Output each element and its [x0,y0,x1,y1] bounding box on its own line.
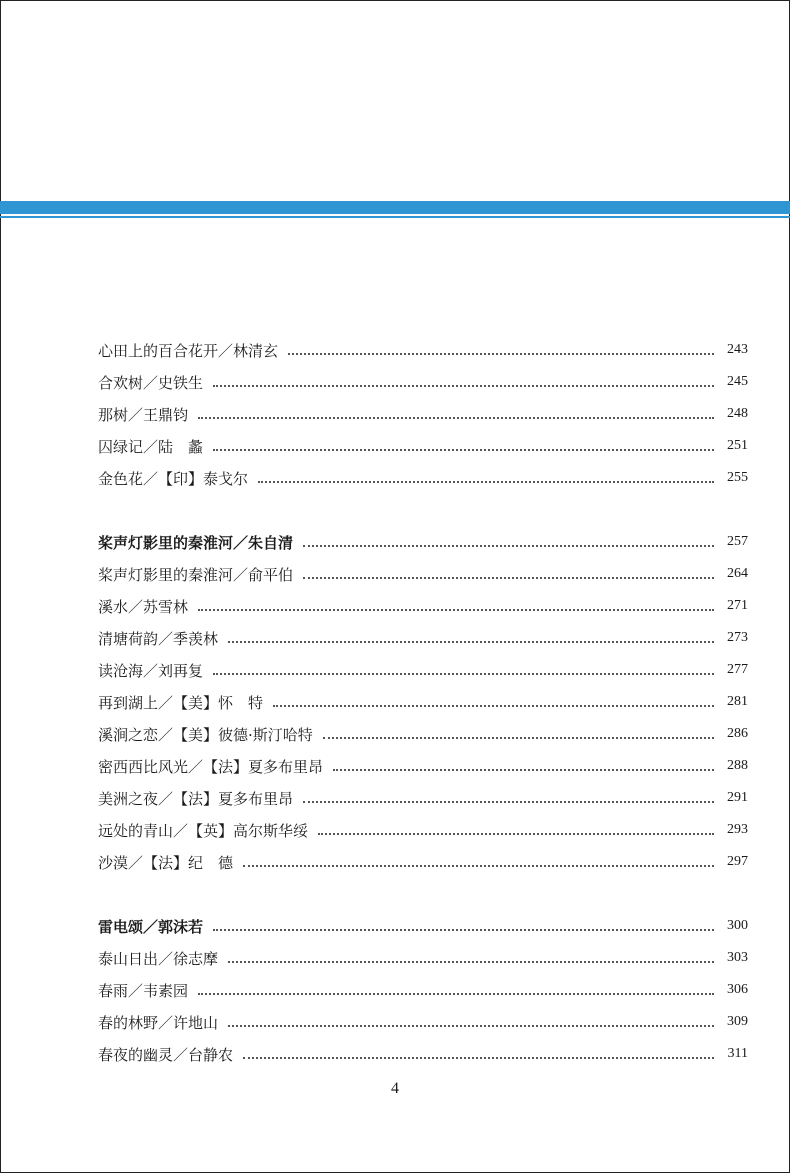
toc-entry[interactable] [98,688,748,716]
toc-entry-title: 那树／王鼎钧 [98,405,189,424]
toc-entry-title: 雷电颂／郭沫若 [98,917,204,936]
toc-entry-title: 金色花／【印】泰戈尔 [98,469,249,488]
toc-entry-page: 271 [727,598,748,613]
toc-entry-title: 桨声灯影里的秦淮河／朱自清 [98,533,294,552]
toc-entry-title: 桨声灯影里的秦淮河／俞平伯 [98,565,294,584]
page-number: 4 [391,1080,399,1097]
toc-entry-page: 273 [727,630,748,645]
toc-entry[interactable] [98,784,748,812]
toc-entry-page: 306 [727,982,748,997]
toc-entry-title: 远处的青山／【英】高尔斯华绥 [98,821,309,840]
toc-entry-title: 美洲之夜／【法】夏多布里昂 [98,789,294,808]
toc-entry[interactable] [98,976,748,1004]
dot-leader [258,467,714,483]
toc-entry-page: 286 [727,726,748,741]
toc-entry-page: 311 [727,1046,748,1061]
toc-entry-page: 251 [727,438,748,453]
toc-entry[interactable] [98,432,748,460]
toc-entry-page: 303 [727,950,748,965]
toc-entry[interactable] [98,464,748,492]
toc-entry-title: 密西西比风光／【法】夏多布里昂 [98,757,324,776]
toc-entry[interactable] [98,1008,748,1036]
dot-leader [303,787,714,803]
dot-leader [288,339,714,355]
dot-leader [228,627,714,643]
dot-leader [243,1043,714,1059]
toc-entry-title: 读沧海／刘再复 [98,661,204,680]
toc-entry-title: 囚绿记／陆 蠡 [98,437,204,456]
dot-leader [213,659,714,675]
dot-leader [243,851,714,867]
toc-entry-title: 春雨／韦素园 [98,981,189,1000]
toc-entry[interactable] [98,720,748,748]
dot-leader [228,1011,714,1027]
toc-entry-page: 291 [727,790,748,805]
toc-entry-page: 255 [727,470,748,485]
dot-leader [213,435,714,451]
toc-entry-title: 再到湖上／【美】怀 特 [98,693,264,712]
toc-entry[interactable] [98,592,748,620]
toc-entry-page: 245 [727,374,748,389]
toc-entry-page: 300 [727,918,748,933]
toc-entry-page: 257 [727,534,748,549]
toc-entry-title: 心田上的百合花开／林清玄 [98,341,279,360]
toc-entry[interactable] [98,560,748,588]
toc-entry[interactable] [98,656,748,684]
toc-section-heading[interactable] [98,528,748,556]
toc-entry-page: 248 [727,406,748,421]
dot-leader [273,691,714,707]
toc-entry-title: 溪涧之恋／【美】彼德·斯汀哈特 [98,725,313,744]
toc-entry-title: 清塘荷韵／季羡林 [98,629,219,648]
toc-entry-page: 264 [727,566,748,581]
toc-entry-page: 297 [727,854,748,869]
dot-leader [213,371,714,387]
dot-leader [303,531,714,547]
toc-entry[interactable] [98,816,748,844]
toc-entry-title: 合欢树／史铁生 [98,373,204,392]
toc-entry-title: 春的林野／许地山 [98,1013,219,1032]
toc-entry-title: 沙漠／【法】纪 德 [98,853,234,872]
toc-entry-page: 243 [727,342,748,357]
toc-entry[interactable] [98,336,748,364]
dot-leader [303,563,714,579]
dot-leader [198,595,714,611]
dot-leader [198,979,714,995]
toc-entry-title: 春夜的幽灵／台静农 [98,1045,234,1064]
header-accent-line [0,216,790,218]
toc-entry-page: 281 [727,694,748,709]
toc-entry-page: 288 [727,758,748,773]
header-accent-band [0,201,790,214]
dot-leader [213,915,714,931]
toc-entry[interactable] [98,752,748,780]
dot-leader [228,947,714,963]
dot-leader [198,403,714,419]
toc-entry[interactable] [98,368,748,396]
toc-entry[interactable] [98,944,748,972]
dot-leader [333,755,714,771]
toc-entry[interactable] [98,400,748,428]
toc-entry-page: 309 [727,1014,748,1029]
toc-entry-page: 277 [727,662,748,677]
toc-entry-title: 泰山日出／徐志摩 [98,949,219,968]
toc-entry[interactable] [98,848,748,876]
dot-leader [318,819,714,835]
dot-leader [323,723,714,739]
toc-entry-title: 溪水／苏雪林 [98,597,189,616]
toc-entry[interactable] [98,624,748,652]
toc-entry[interactable] [98,1040,748,1068]
toc-entry-page: 293 [727,822,748,837]
toc-section-heading[interactable] [98,912,748,940]
